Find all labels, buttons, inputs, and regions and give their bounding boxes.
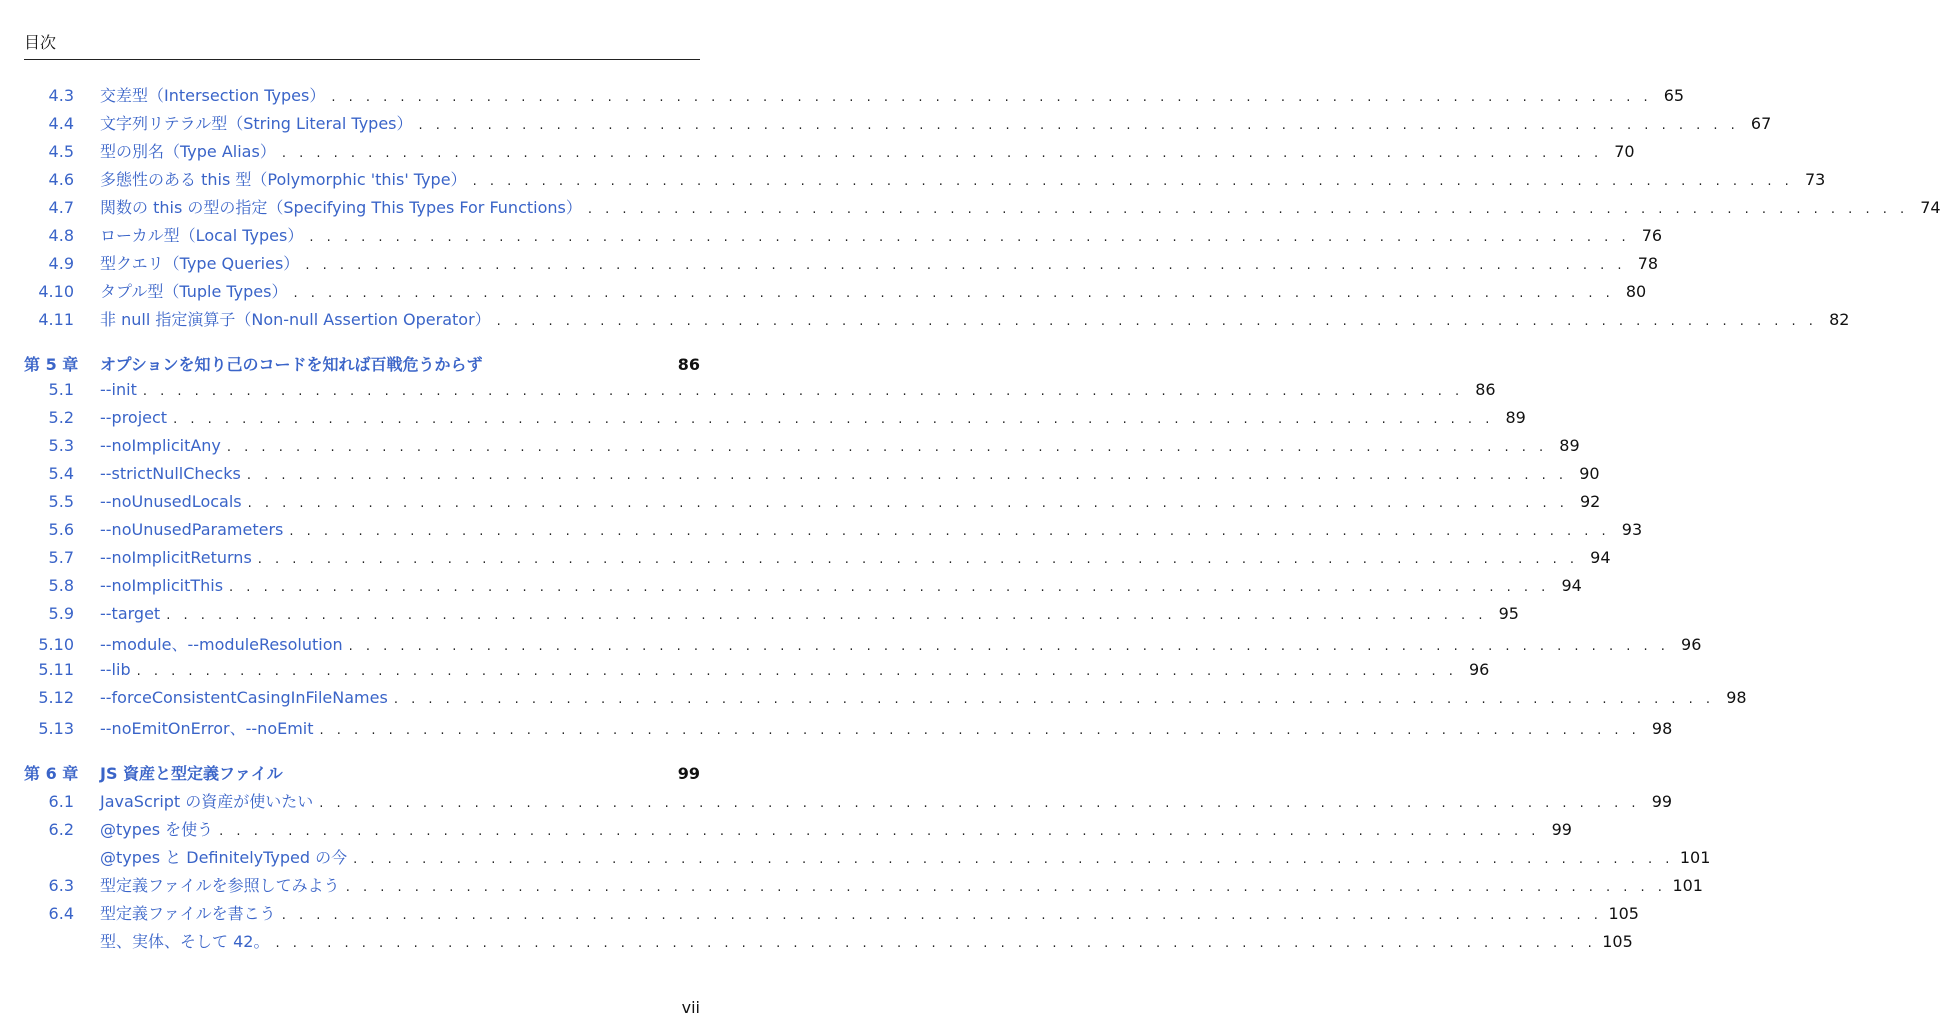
dot-leader <box>319 796 1640 811</box>
dot-leader <box>166 608 1487 623</box>
entry-title[interactable]: --noUnusedParameters <box>100 520 284 539</box>
toc-chapter-entry[interactable] <box>24 761 700 789</box>
entry-title[interactable]: --noImplicitReturns <box>100 548 252 567</box>
dot-leader <box>275 936 1596 951</box>
toc-section-entry[interactable] <box>24 408 1526 436</box>
entry-page-number: 105 <box>1602 932 1633 951</box>
entry-number: 6.4 <box>48 904 74 923</box>
dot-leader <box>309 230 1630 245</box>
entry-page-number: 96 <box>1681 635 1702 654</box>
entry-number: 5.3 <box>48 436 74 455</box>
entry-number: 5.2 <box>48 408 74 427</box>
toc-section-entry[interactable] <box>24 845 1711 873</box>
dot-leader <box>143 384 1464 399</box>
entry-title[interactable]: JS 資産と型定義ファイル <box>100 764 283 783</box>
entry-title[interactable]: --lib <box>100 660 131 679</box>
entry-page-number: 70 <box>1614 142 1635 161</box>
entry-number: 5.7 <box>48 548 74 567</box>
entry-title[interactable]: 型、実体、そして 42。 <box>100 932 270 951</box>
toc-section-entry[interactable] <box>24 195 1941 223</box>
entry-number: 5.11 <box>38 660 74 679</box>
toc-section-entry[interactable] <box>24 548 1611 576</box>
toc-section-entry[interactable] <box>24 520 1643 548</box>
entry-number: 4.11 <box>38 310 74 329</box>
dot-leader <box>248 496 1569 511</box>
toc-section-entry[interactable] <box>24 83 1685 111</box>
entry-title[interactable]: --init <box>100 380 137 399</box>
toc-section-entry[interactable] <box>24 716 1673 744</box>
entry-title[interactable]: --noEmitOnError、--noEmit <box>100 719 314 738</box>
entry-page-number: 89 <box>1505 408 1526 427</box>
entry-number: 5.8 <box>48 576 74 595</box>
entry-number: 5.10 <box>38 635 74 654</box>
entry-title[interactable]: 多態性のある this 型（Polymorphic 'this' Type） <box>100 170 467 189</box>
entry-page-number: 101 <box>1672 876 1703 895</box>
dot-leader <box>137 664 1458 679</box>
dot-leader <box>289 524 1610 539</box>
entry-title[interactable]: 非 null 指定演算子（Non-null Assertion Operator） <box>100 310 491 329</box>
toc-section-entry[interactable] <box>24 251 1659 279</box>
toc-section-entry[interactable] <box>24 167 1826 195</box>
entry-page-number: 99 <box>1551 820 1572 839</box>
dot-leader <box>258 552 1579 567</box>
toc-section-entry[interactable] <box>24 436 1580 464</box>
entry-page-number: 80 <box>1625 282 1647 301</box>
entry-title[interactable]: --noUnusedLocals <box>100 492 242 511</box>
entry-title[interactable]: 型定義ファイルを参照してみよう <box>100 876 340 895</box>
entry-title[interactable]: 文字列リテラル型（String Literal Types） <box>100 114 413 133</box>
entry-page-number: 98 <box>1726 688 1747 707</box>
entry-page-number: 99 <box>1651 792 1673 811</box>
entry-number: 4.7 <box>48 198 74 217</box>
entry-number: 4.3 <box>48 86 74 105</box>
entry-page-number: 67 <box>1750 114 1772 133</box>
entry-title[interactable]: --noImplicitThis <box>100 576 224 595</box>
entry-page-number: 105 <box>1608 904 1639 923</box>
entry-number: 6.2 <box>48 820 74 839</box>
entry-page-number: 98 <box>1651 719 1673 738</box>
entry-page-number: 94 <box>1561 576 1582 595</box>
dot-leader <box>394 692 1715 707</box>
entry-title[interactable]: オプションを知り己のコードを知れば百戦危うからず <box>100 355 483 374</box>
toc-section-entry[interactable] <box>24 380 1496 408</box>
dot-leader <box>229 580 1550 595</box>
dot-leader <box>320 723 1641 738</box>
entry-page-number: 94 <box>1590 548 1611 567</box>
entry-number: 6.1 <box>48 792 74 811</box>
toc-chapter-entry[interactable] <box>24 352 700 380</box>
entry-title[interactable]: タプル型（Tuple Types） <box>100 282 288 301</box>
page-number: vii <box>681 998 700 1017</box>
entry-number: 5.1 <box>48 380 74 399</box>
toc-section-entry[interactable] <box>24 111 1772 139</box>
dot-leader <box>346 880 1667 895</box>
entry-number: 第 5 章 <box>24 355 79 374</box>
header-title: 目次 <box>24 33 57 52</box>
dot-leader <box>497 314 1818 329</box>
entry-page-number: 89 <box>1559 436 1580 455</box>
dot-leader <box>588 202 1909 217</box>
entry-title[interactable]: --forceConsistentCasingInFileNames <box>100 688 388 707</box>
entry-page-number: 86 <box>677 355 700 374</box>
running-header <box>24 30 700 60</box>
entry-number: 6.3 <box>48 876 74 895</box>
entry-page-number: 86 <box>1475 380 1496 399</box>
toc-section-entry[interactable] <box>24 492 1601 520</box>
entry-page-number: 90 <box>1579 464 1600 483</box>
entry-title[interactable]: 型クエリ（Type Queries） <box>100 254 300 273</box>
entry-title[interactable]: --strictNullChecks <box>100 464 241 483</box>
dot-leader <box>473 174 1794 189</box>
entry-page-number: 93 <box>1621 520 1643 539</box>
toc-section-entry[interactable] <box>24 817 1572 845</box>
entry-page-number: 99 <box>677 764 700 783</box>
toc-section-entry[interactable] <box>24 307 1850 335</box>
entry-title[interactable]: 関数の this の型の指定（Specifying This Types For Functions） <box>100 198 582 217</box>
dot-leader <box>219 824 1540 839</box>
dot-leader <box>353 852 1674 867</box>
entry-title[interactable]: @types と DefinitelyTyped の今 <box>100 848 348 867</box>
entry-number: 第 6 章 <box>24 764 79 783</box>
toc-section-entry[interactable] <box>24 279 1647 307</box>
entry-title[interactable]: ローカル型（Local Types） <box>100 226 304 245</box>
toc-section-entry[interactable] <box>24 576 1582 604</box>
entry-title[interactable]: --target <box>100 604 161 623</box>
dot-leader <box>293 286 1614 301</box>
entry-page-number: 101 <box>1679 848 1711 867</box>
entry-title[interactable]: 型定義ファイルを書こう <box>100 904 276 923</box>
toc-section-entry[interactable] <box>24 632 1702 660</box>
dot-leader <box>173 412 1494 427</box>
dot-leader <box>331 90 1652 105</box>
dot-leader <box>305 258 1626 273</box>
entry-title[interactable]: --noImplicitAny <box>100 436 221 455</box>
entry-number: 4.4 <box>48 114 74 133</box>
dot-leader <box>419 118 1740 133</box>
entry-page-number: 95 <box>1498 604 1519 623</box>
dot-leader <box>247 468 1568 483</box>
entry-number: 5.13 <box>38 719 74 738</box>
toc-section-entry[interactable] <box>24 604 1519 632</box>
entry-number: 4.5 <box>48 142 74 161</box>
entry-number: 4.10 <box>38 282 74 301</box>
toc-section-entry[interactable] <box>24 139 1635 167</box>
entry-number: 5.12 <box>38 688 74 707</box>
entry-number: 5.6 <box>48 520 74 539</box>
entry-number: 5.4 <box>48 464 74 483</box>
entry-number: 5.5 <box>48 492 74 511</box>
entry-number: 4.9 <box>48 254 74 273</box>
dot-leader <box>227 440 1548 455</box>
entry-number: 5.9 <box>48 604 74 623</box>
entry-page-number: 76 <box>1641 226 1663 245</box>
toc-section-entry[interactable] <box>24 901 1639 929</box>
toc-section-entry[interactable] <box>24 688 1747 716</box>
entry-page-number: 96 <box>1468 660 1490 679</box>
toc-section-entry[interactable] <box>24 789 1673 817</box>
entry-page-number: 82 <box>1829 310 1850 329</box>
entry-title[interactable]: 交差型（Intersection Types） <box>100 86 326 105</box>
toc-section-entry[interactable] <box>24 464 1600 492</box>
entry-page-number: 73 <box>1804 170 1826 189</box>
toc-section-entry[interactable] <box>24 873 1703 901</box>
entry-title[interactable]: --module、--moduleResolution <box>100 635 343 654</box>
entry-title[interactable]: 型の別名（Type Alias） <box>100 142 276 161</box>
toc-section-entry[interactable] <box>24 660 1490 688</box>
entry-title[interactable]: JavaScript の資産が使いたい <box>100 792 314 811</box>
entry-page-number: 65 <box>1663 86 1685 105</box>
dot-leader <box>349 639 1670 654</box>
table-of-contents <box>24 83 1941 957</box>
dot-leader <box>282 908 1603 923</box>
entry-page-number: 74 <box>1920 198 1941 217</box>
entry-number: 4.6 <box>48 170 74 189</box>
entry-number: 4.8 <box>48 226 74 245</box>
dot-leader <box>282 146 1603 161</box>
entry-title[interactable]: @types を使う <box>100 820 214 839</box>
entry-title[interactable]: --project <box>100 408 168 427</box>
entry-page-number: 78 <box>1637 254 1659 273</box>
toc-section-entry[interactable] <box>24 223 1663 251</box>
entry-page-number: 92 <box>1580 492 1601 511</box>
toc-section-entry[interactable] <box>24 929 1633 957</box>
